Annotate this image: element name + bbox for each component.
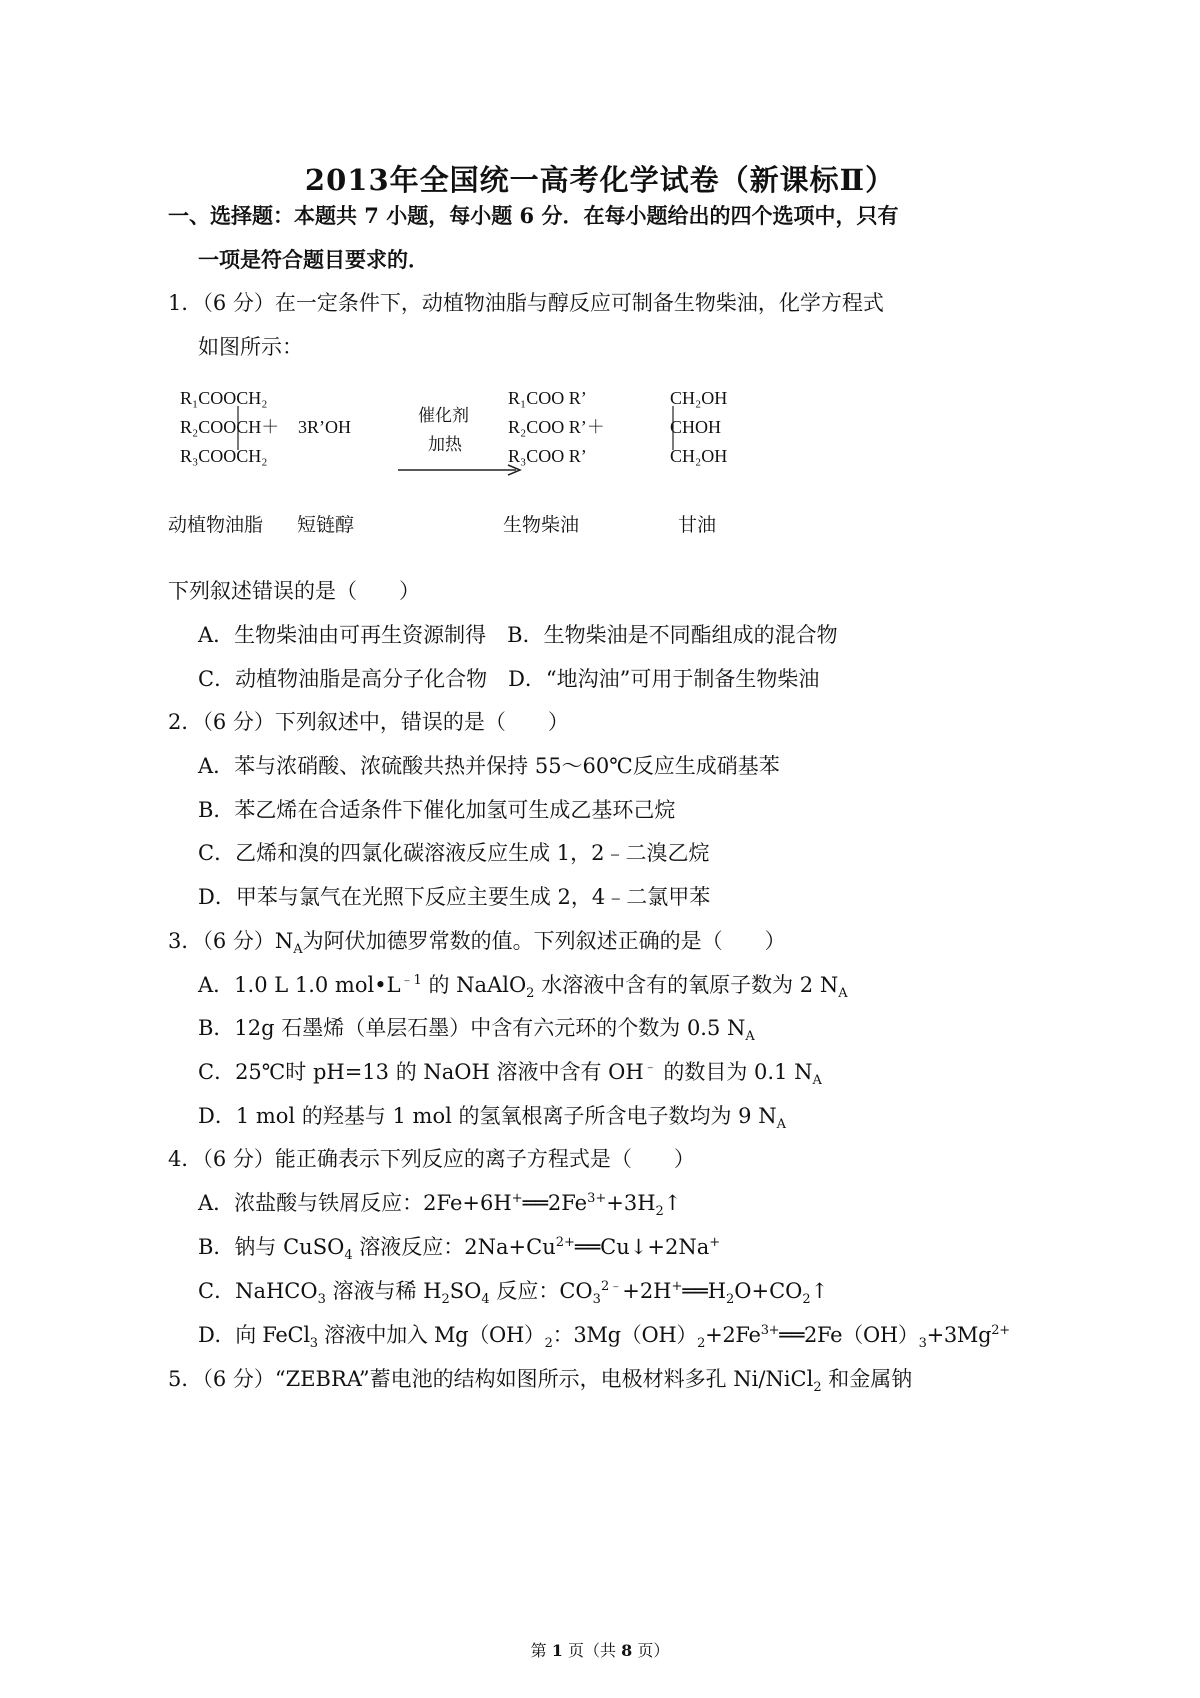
section-heading-line2: 一项是符合题目要求的． bbox=[198, 247, 429, 272]
superscript: ﹣ bbox=[643, 1060, 657, 1075]
reaction-arrow-icon bbox=[398, 463, 523, 477]
text: +2Fe bbox=[705, 1323, 761, 1347]
text: +2H bbox=[622, 1279, 672, 1303]
q3-option-d bbox=[198, 1101, 786, 1131]
q2-option-d: D．甲苯与氯气在光照下反应主要生成 2，4﹣二氯甲苯 bbox=[198, 885, 711, 909]
reactant1-line1: R₁COOCH₂ bbox=[180, 388, 268, 408]
superscript: 2﹣ bbox=[600, 1279, 623, 1294]
subscript: 3 bbox=[317, 1292, 326, 1308]
q1-options-line1: A．生物柴油由可再生资源制得 B．生物柴油是不同酯组成的混合物 bbox=[198, 623, 838, 647]
q5-stem bbox=[168, 1364, 912, 1394]
total-pages: 8 bbox=[621, 1641, 633, 1660]
page-number: 1 bbox=[551, 1641, 563, 1660]
subscript: 2 bbox=[726, 1292, 735, 1308]
text: ══Cu↓+2Na bbox=[574, 1235, 710, 1259]
text: ↑ bbox=[810, 1279, 829, 1303]
reactant2: 3R’OH bbox=[298, 417, 351, 437]
subscript: A bbox=[293, 942, 303, 958]
page-footer bbox=[0, 1638, 1200, 1661]
product1-line1: R₁COO R’ bbox=[508, 388, 587, 408]
q4-option-c bbox=[198, 1276, 828, 1306]
text: B．钠与 CuSO bbox=[198, 1235, 345, 1259]
text: ══2Fe（OH） bbox=[779, 1323, 919, 1347]
text: A．1.0 L 1.0 mol•L bbox=[198, 973, 401, 997]
text: C．25℃时 pH=13 的 NaOH 溶液中含有 OH bbox=[198, 1060, 644, 1084]
q1-stem-line1: 1．（6 分）在一定条件下，动植物油脂与醇反应可制备生物柴油，化学方程式 bbox=[168, 291, 884, 315]
footer-text: 页） bbox=[632, 1641, 670, 1660]
label-oil: 动植物油脂 bbox=[168, 514, 264, 536]
subscript: 2 bbox=[697, 1336, 706, 1352]
text: 的 NaAlO bbox=[421, 973, 527, 997]
footer-text: 第 bbox=[530, 1641, 552, 1660]
text: ══2Fe bbox=[522, 1191, 588, 1215]
text: 溶液中加入 Mg（OH） bbox=[317, 1323, 545, 1347]
q4-option-d bbox=[198, 1320, 1010, 1350]
text: ══H bbox=[682, 1279, 727, 1303]
superscript: 2+ bbox=[991, 1323, 1010, 1338]
q2-option-c: C．乙烯和溴的四氯化碳溶液反应生成 1，2﹣二溴乙烷 bbox=[198, 841, 710, 865]
product2-line2: CHOH bbox=[670, 417, 722, 437]
product2-line3: CH₂OH bbox=[670, 446, 728, 466]
footer-text: 页（共 bbox=[562, 1641, 622, 1660]
q3-option-c bbox=[198, 1057, 822, 1087]
text: 水溶液中含有的氧原子数为 2 N bbox=[534, 973, 839, 997]
reactant1-line3: R₃COOCH₂ bbox=[180, 446, 268, 466]
text: O+CO bbox=[734, 1279, 803, 1303]
q3-stem-text: 3．（6 分）N bbox=[168, 929, 294, 953]
q4-option-b bbox=[198, 1232, 720, 1262]
q2-option-a: A．苯与浓硝酸、浓硫酸共热并保持 55～60℃反应生成硝基苯 bbox=[198, 754, 780, 778]
superscript: 2+ bbox=[555, 1235, 575, 1250]
bond-line-icon bbox=[236, 406, 240, 450]
text: +3H bbox=[606, 1191, 656, 1215]
subscript: 2 bbox=[655, 1204, 664, 1220]
superscript: 3+ bbox=[760, 1323, 780, 1338]
catalyst-label: 催化剂 bbox=[418, 406, 469, 425]
subscript: 4 bbox=[481, 1292, 490, 1308]
q3-option-a bbox=[198, 970, 848, 1000]
q1-ask: 下列叙述错误的是（ ） bbox=[168, 579, 420, 603]
q4-option-a bbox=[198, 1188, 681, 1218]
superscript: + bbox=[709, 1235, 721, 1250]
subscript: A bbox=[838, 986, 848, 1002]
subscript: 2 bbox=[526, 986, 535, 1002]
subscript: 2 bbox=[813, 1380, 822, 1396]
product1-line2: R₂COO R’＋ bbox=[508, 417, 605, 437]
text: 和金属钠 bbox=[821, 1367, 913, 1391]
subscript: A bbox=[745, 1029, 755, 1045]
q3-stem bbox=[168, 926, 786, 956]
reactant1-line2: R₂COOCH＋ bbox=[180, 417, 280, 437]
text: 5．（6 分）“ZEBRA”蓄电池的结构如图所示，电极材料多孔 Ni/NiCl bbox=[168, 1367, 814, 1391]
text: C．NaHCO bbox=[198, 1279, 318, 1303]
superscript: 3+ bbox=[587, 1191, 607, 1206]
text: B．12g 石墨烯（单层石墨）中含有六元环的个数为 0.5 N bbox=[198, 1016, 746, 1040]
label-biodiesel: 生物柴油 bbox=[503, 514, 580, 536]
q1-options-line2: C．动植物油脂是高分子化合物 D．“地沟油”可用于制备生物柴油 bbox=[198, 667, 820, 691]
product2-line1: CH₂OH bbox=[670, 388, 728, 408]
text: SO bbox=[449, 1279, 482, 1303]
text: 溶液与稀 H bbox=[325, 1279, 442, 1303]
superscript: + bbox=[511, 1191, 523, 1206]
subscript: 2 bbox=[802, 1292, 811, 1308]
subscript: 3 bbox=[592, 1292, 601, 1308]
subscript: 3 bbox=[309, 1336, 318, 1352]
q1-stem-line2: 如图所示： bbox=[198, 335, 303, 359]
condition-label: 加热 bbox=[428, 435, 462, 454]
q2-option-b: B．苯乙烯在合适条件下催化加氢可生成乙基环己烷 bbox=[198, 798, 676, 822]
text: ：3Mg（OH） bbox=[552, 1323, 698, 1347]
page-title: 2013年全国统一高考化学试卷（新课标Ⅱ） bbox=[304, 163, 896, 197]
label-alcohol: 短链醇 bbox=[297, 514, 355, 536]
section-heading-line1: 一、选择题：本题共 7 小题，每小题 6 分．在每小题给出的四个选项中，只有 bbox=[168, 203, 899, 228]
q2-stem: 2．（6 分）下列叙述中，错误的是（ ） bbox=[168, 710, 569, 734]
subscript: 3 bbox=[918, 1336, 927, 1352]
q3-option-b bbox=[198, 1013, 755, 1043]
text: +3Mg bbox=[926, 1323, 992, 1347]
text: ↑ bbox=[663, 1191, 682, 1215]
q3-stem-text: 为阿伏加德罗常数的值。下列叙述正确的是（ ） bbox=[302, 929, 786, 953]
text: 的数目为 0.1 N bbox=[656, 1060, 813, 1084]
subscript: A bbox=[812, 1073, 822, 1089]
subscript: 4 bbox=[344, 1248, 353, 1264]
product1-line3: R₃COO R’ bbox=[508, 446, 587, 466]
subscript: 2 bbox=[441, 1292, 450, 1308]
superscript: + bbox=[671, 1279, 683, 1294]
q4-stem: 4．（6 分）能正确表示下列反应的离子方程式是（ ） bbox=[168, 1147, 695, 1171]
subscript: A bbox=[776, 1117, 786, 1133]
text: D．向 FeCl bbox=[198, 1323, 310, 1347]
subscript: 2 bbox=[544, 1336, 553, 1352]
bond-line-icon bbox=[671, 406, 675, 450]
text: 溶液反应：2Na+Cu bbox=[352, 1235, 556, 1259]
label-glycerol: 甘油 bbox=[678, 514, 717, 536]
text: D．1 mol 的羟基与 1 mol 的氢氧根离子所含电子数均为 9 N bbox=[198, 1104, 777, 1128]
text: 反应：CO bbox=[489, 1279, 593, 1303]
superscript: ﹣1 bbox=[400, 973, 422, 988]
text: A．浓盐酸与铁屑反应：2Fe+6H bbox=[198, 1191, 512, 1215]
